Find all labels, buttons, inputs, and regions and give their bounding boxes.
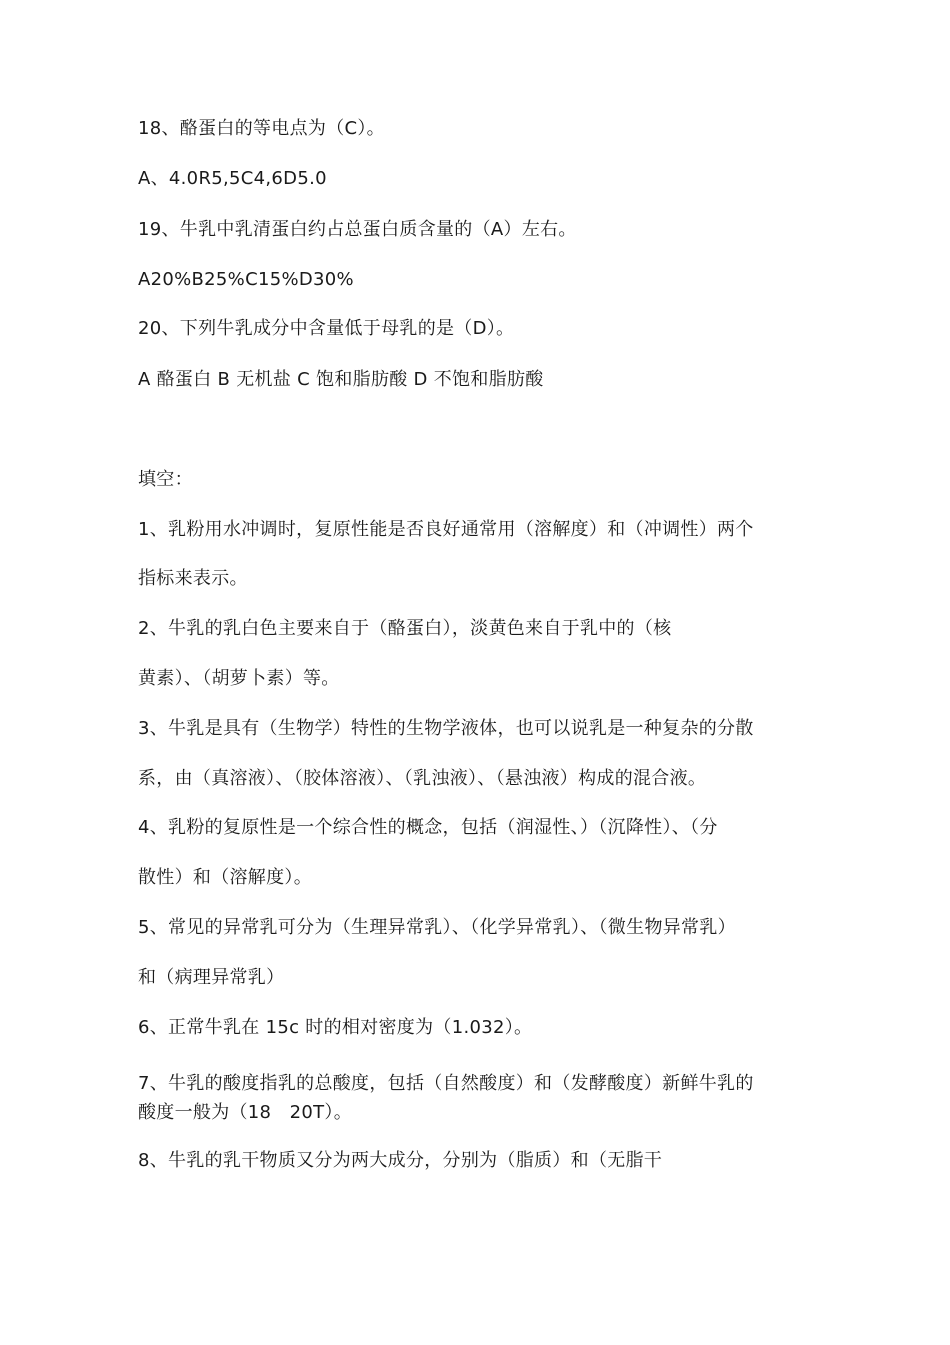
fill-item-3-line-2: 系，由（真溶液）、（胶体溶液）、（乳浊液）、（悬浊液）构成的混合液。 — [138, 768, 707, 789]
question-20-options: A 酪蛋白 B 无机盐 C 饱和脂肪酸 D 不饱和脂肪酸 — [138, 369, 544, 390]
question-19: 19、牛乳中乳清蛋白约占总蛋白质含量的（A）左右。 — [138, 219, 577, 240]
fill-item-3-line-1: 3、牛乳是具有（生物学）特性的生物学液体，也可以说乳是一种复杂的分散 — [138, 718, 754, 739]
fill-item-8-line-1: 8、牛乳的乳干物质又分为两大成分，分别为（脂质）和（无脂干 — [138, 1150, 663, 1171]
fill-item-7-line-2: 酸度一般为（18 20T）。 — [138, 1102, 353, 1123]
fill-item-1-line-2: 指标来表示。 — [138, 568, 248, 589]
fill-item-2-line-2: 黄素）、（胡萝卜素）等。 — [138, 668, 340, 689]
fill-item-5-line-1: 5、常见的异常乳可分为（生理异常乳）、（化学异常乳）、（微生物异常乳） — [138, 917, 736, 938]
fill-item-6: 6、正常牛乳在 15c 时的相对密度为（1.032）。 — [138, 1017, 533, 1038]
fill-item-2-line-1: 2、牛乳的乳白色主要来自于（酪蛋白），淡黄色来自于乳中的（核 — [138, 618, 672, 639]
question-18-options: A、4.0R5,5C4,6D5.0 — [138, 168, 327, 189]
fill-item-4-line-1: 4、乳粉的复原性是一个综合性的概念，包括（润湿性、）（沉降性）、（分 — [138, 817, 718, 838]
section-heading-fill-in: 填空： — [138, 469, 193, 490]
fill-item-4-line-2: 散性）和（溶解度）。 — [138, 867, 312, 888]
question-18: 18、酪蛋白的等电点为（C）。 — [138, 118, 385, 139]
fill-item-7-line-1: 7、牛乳的酸度指乳的总酸度，包括（自然酸度）和（发酵酸度）新鲜牛乳的 — [138, 1073, 754, 1094]
question-19-options: A20%B25%C15%D30% — [138, 269, 354, 290]
fill-item-1-line-1: 1、乳粉用水冲调时，复原性能是否良好通常用（溶解度）和（冲调性）两个 — [138, 519, 754, 540]
question-20: 20、下列牛乳成分中含量低于母乳的是（D）。 — [138, 318, 515, 339]
fill-item-5-line-2: 和（病理异常乳） — [138, 967, 285, 988]
